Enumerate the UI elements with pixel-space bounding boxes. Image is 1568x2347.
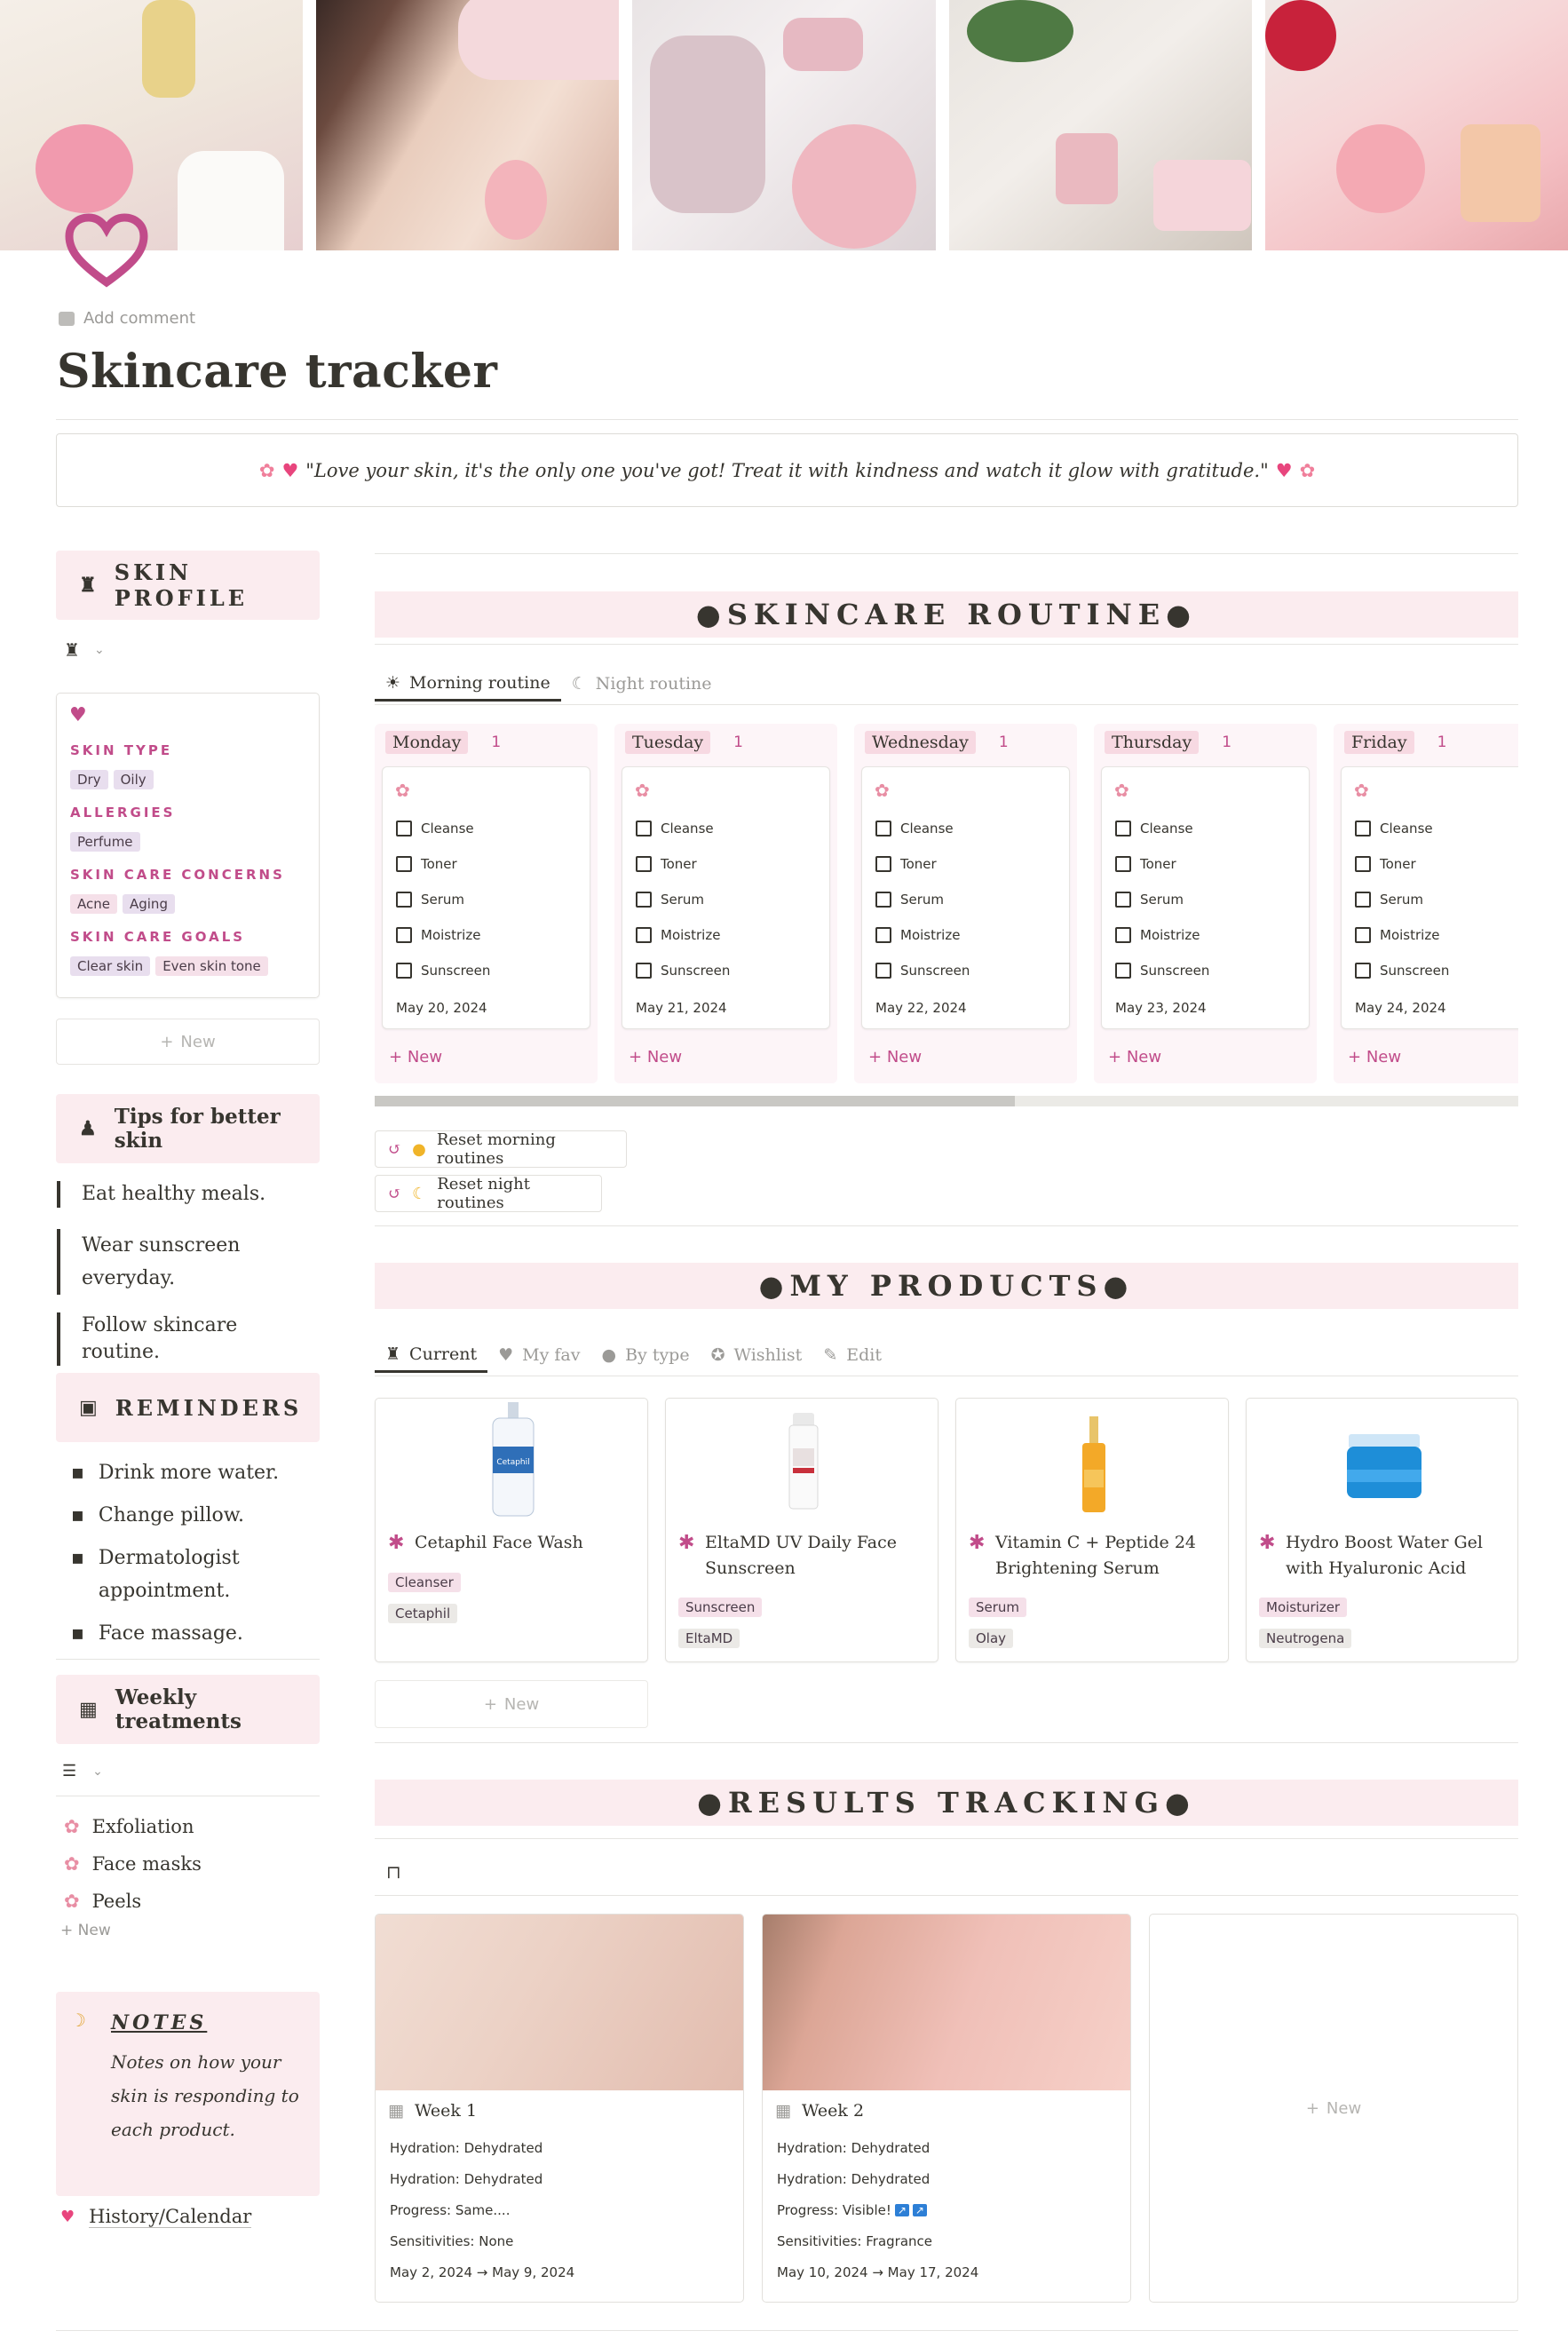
goals-label: SKIN CARE GOALS xyxy=(70,929,246,945)
arrow-up-icon: ↗ xyxy=(895,2204,909,2216)
tab-current[interactable]: ♜ Current xyxy=(375,1337,487,1373)
checkbox-moisturize[interactable]: Moistrize xyxy=(396,927,480,943)
sun-icon: ☀ xyxy=(385,672,401,693)
asterisk-icon: ✱ xyxy=(388,1532,405,1554)
checkbox-toner[interactable]: Toner xyxy=(1115,856,1176,872)
notes-callout xyxy=(56,1992,320,2196)
list-item[interactable]: ✿ Face masks xyxy=(64,1853,202,1875)
flower-icon: ✿ xyxy=(1114,780,1129,801)
divider xyxy=(56,1659,320,1660)
goals-tags xyxy=(70,956,273,976)
checkbox-moisturize[interactable]: Moistrize xyxy=(1355,927,1439,943)
checkbox-toner[interactable]: Toner xyxy=(396,856,457,872)
clipboard-icon: ▣ xyxy=(79,1396,98,1419)
product-brand-tag: Olay xyxy=(969,1629,1018,1648)
list-view-selector[interactable] xyxy=(62,1762,103,1780)
divider xyxy=(375,1225,1518,1226)
checkbox-serum[interactable]: Serum xyxy=(875,892,944,908)
reset-night-button[interactable]: ↺ ☾ Reset night routines xyxy=(375,1175,602,1212)
new-card-button[interactable]: + New xyxy=(868,1048,923,1066)
flower-icon: ✿ xyxy=(64,1853,80,1875)
list-item[interactable]: ✿ Peels xyxy=(64,1891,142,1912)
product-type-tag: Cleanser xyxy=(388,1573,466,1592)
result-title: ▦ Week 2 xyxy=(775,2101,865,2121)
checkbox-icon xyxy=(396,856,412,872)
notes-text: Notes on how your skin is responding to each product. xyxy=(111,2051,299,2140)
olay-serum-image xyxy=(1072,1416,1116,1514)
sensitivities-field: Sensitivities: Fragrance xyxy=(777,2233,933,2249)
checkbox-sunscreen[interactable]: Sunscreen xyxy=(636,963,730,979)
checkbox-toner[interactable]: Toner xyxy=(1355,856,1416,872)
allergies-label: ALLERGIES xyxy=(70,805,176,821)
board-column-wednesday xyxy=(854,724,1077,1083)
checkbox-icon xyxy=(1115,856,1131,872)
tip-item: Follow skincare routine. xyxy=(57,1312,314,1366)
plus-icon: + xyxy=(60,1922,74,1939)
page-title: Skincare tracker xyxy=(57,345,498,399)
reset-icon: ↺ xyxy=(388,1139,402,1159)
skin-profile-card[interactable] xyxy=(56,693,320,998)
checkbox-cleanse[interactable]: Cleanse xyxy=(1355,821,1433,837)
results-tracking-header: ●RESULTS TRACKING● xyxy=(375,1780,1518,1826)
tab-my-fav[interactable]: ♥ My fav xyxy=(498,1345,581,1365)
date-range: May 2, 2024 → May 9, 2024 xyxy=(390,2264,575,2280)
divider xyxy=(56,419,1518,420)
checkbox-serum[interactable]: Serum xyxy=(396,892,464,908)
checkbox-icon xyxy=(396,927,412,943)
checkbox-cleanse[interactable]: Cleanse xyxy=(875,821,954,837)
history-link[interactable]: ♥ History/Calendar xyxy=(60,2206,252,2227)
bottle-icon: ♜ xyxy=(64,639,80,661)
checkbox-icon xyxy=(1115,821,1131,837)
count: 1 xyxy=(1437,733,1447,751)
reminders-list xyxy=(71,1456,311,1650)
product-name: ✱ Hydro Boost Water Gel with Hyaluronic Acid xyxy=(1259,1532,1483,1578)
new-card-button[interactable]: + New xyxy=(629,1048,683,1066)
product-type-tag: Moisturizer xyxy=(1259,1598,1352,1617)
bottle-icon: ♜ xyxy=(79,574,97,597)
tab-night-routine[interactable]: ☾ Night routine xyxy=(571,674,712,694)
cover-photo-desk xyxy=(949,0,1252,250)
concerns-tags xyxy=(70,894,180,914)
card-date: May 24, 2024 xyxy=(1355,1000,1446,1016)
perfume-icon: ♟ xyxy=(79,1117,97,1140)
scrollbar-thumb[interactable] xyxy=(375,1096,1015,1106)
checkbox-icon xyxy=(636,821,652,837)
routine-card[interactable] xyxy=(382,766,590,1029)
heart-icon: ♥ xyxy=(69,704,87,726)
svg-text:Cetaphil: Cetaphil xyxy=(496,1458,530,1467)
asterisk-icon: ✱ xyxy=(678,1532,695,1554)
plus-icon: + xyxy=(160,1032,174,1051)
checkbox-icon xyxy=(1355,856,1371,872)
product-brand-tag: EltaMD xyxy=(678,1629,745,1648)
product-brand-tag: Cetaphil xyxy=(388,1604,463,1623)
routine-card[interactable] xyxy=(1341,766,1518,1029)
checkbox-icon xyxy=(875,927,891,943)
add-comment-button[interactable]: Add comment xyxy=(59,309,195,328)
checkbox-icon xyxy=(396,963,412,979)
list-item: ▪ Dermatologist appointment. xyxy=(71,1542,311,1607)
cover-photo-shelf xyxy=(1265,0,1568,250)
checkbox-icon xyxy=(875,821,891,837)
pink-heart-icon: ♥ xyxy=(1275,459,1293,481)
list-item: ▪ Face massage. xyxy=(71,1617,311,1650)
tag: Acne xyxy=(70,894,117,914)
cover-image xyxy=(0,0,1568,250)
routine-card[interactable] xyxy=(622,766,830,1029)
routine-card[interactable] xyxy=(861,766,1070,1029)
checkbox-cleanse[interactable]: Cleanse xyxy=(396,821,474,837)
flower-icon: ✿ xyxy=(875,780,890,801)
checkbox-moisturize[interactable]: Moistrize xyxy=(636,927,720,943)
checkbox-icon xyxy=(875,892,891,908)
product-brand-tag: Neutrogena xyxy=(1259,1629,1357,1648)
edit-icon: ✎ xyxy=(823,1345,838,1365)
divider xyxy=(56,2330,1518,2331)
skin-profile-header: ♜ SKIN PROFILE xyxy=(56,551,320,620)
weekly-treatments-header: ▦ Weekly treatments xyxy=(56,1675,320,1744)
new-profile-button[interactable]: + New xyxy=(56,1019,320,1065)
weekly-treatments-list xyxy=(64,1808,202,1920)
reset-morning-button[interactable]: ↺ ● Reset morning routines xyxy=(375,1130,627,1168)
new-card-button[interactable]: + New xyxy=(1348,1048,1402,1066)
sun-icon: ● xyxy=(412,1139,426,1159)
checkbox-sunscreen[interactable]: Sunscreen xyxy=(1115,963,1209,979)
hydration-field: Hydration: Dehydrated xyxy=(390,2140,543,2156)
tab-by-type[interactable]: ● By type xyxy=(601,1345,690,1365)
checkbox-serum[interactable]: Serum xyxy=(1355,892,1423,908)
tag: Dry xyxy=(70,770,108,789)
calendar-icon: ▦ xyxy=(79,1698,98,1721)
count: 1 xyxy=(998,733,1009,751)
checkbox-icon xyxy=(1355,892,1371,908)
skin-photo-week-2 xyxy=(763,1915,1130,2090)
bullet-icon: ▪ xyxy=(71,1547,84,1569)
allergies-tags xyxy=(70,832,146,852)
checkbox-sunscreen[interactable]: Sunscreen xyxy=(396,963,490,979)
new-treatment-button[interactable]: + New xyxy=(60,1922,111,1939)
checkbox-icon xyxy=(1115,963,1131,979)
day-tag: Friday xyxy=(1344,731,1414,754)
flower-icon: ✿ xyxy=(1354,780,1369,801)
list-item: ▪ Drink more water. xyxy=(71,1456,311,1489)
divider xyxy=(375,553,1518,554)
hydration-field: Hydration: Dehydrated xyxy=(390,2171,543,2187)
reset-icon: ↺ xyxy=(388,1184,402,1203)
board-column-monday xyxy=(375,724,598,1083)
chevron-down-icon: ⌄ xyxy=(92,1764,103,1779)
routine-tabs xyxy=(375,666,723,702)
asterisk-icon: ✱ xyxy=(1259,1532,1276,1554)
board-column-friday xyxy=(1334,724,1518,1083)
count: 1 xyxy=(491,733,502,751)
product-name: ✱ Vitamin C + Peptide 24 Brightening Serum xyxy=(969,1532,1197,1578)
calendar-icon: ▦ xyxy=(388,2101,404,2121)
reminders-header: ▣ REMINDERS xyxy=(56,1373,320,1442)
view-selector[interactable] xyxy=(64,639,105,661)
cover-photo-serum xyxy=(0,0,303,250)
divider xyxy=(375,1742,1518,1743)
calendar-icon: ▦ xyxy=(775,2101,791,2121)
checkbox-icon xyxy=(636,963,652,979)
hydration-field: Hydration: Dehydrated xyxy=(777,2171,931,2187)
result-card[interactable] xyxy=(762,1914,1131,2303)
checkbox-cleanse[interactable]: Cleanse xyxy=(636,821,714,837)
checkbox-icon xyxy=(875,963,891,979)
eltamd-bottle-image xyxy=(777,1413,830,1510)
card-date: May 20, 2024 xyxy=(396,1000,487,1016)
horizontal-scrollbar[interactable] xyxy=(375,1096,1518,1106)
new-card-button[interactable]: + New xyxy=(1108,1048,1162,1066)
product-card[interactable] xyxy=(665,1398,938,1662)
checkbox-icon xyxy=(1355,927,1371,943)
checkbox-icon xyxy=(1355,963,1371,979)
cover-photo-roller xyxy=(632,0,935,250)
product-type-tag: Serum xyxy=(969,1598,1032,1617)
concerns-label: SKIN CARE CONCERNS xyxy=(70,867,285,883)
bullet-icon: ▪ xyxy=(71,1504,84,1526)
footprints-icon: ✿ xyxy=(258,459,275,481)
divider xyxy=(375,644,1518,645)
product-card[interactable] xyxy=(955,1398,1229,1662)
skin-photo-week-1 xyxy=(376,1915,743,2090)
checkbox-serum[interactable]: Serum xyxy=(1115,892,1184,908)
count: 1 xyxy=(733,733,743,751)
checkbox-icon xyxy=(1355,821,1371,837)
board-column-thursday xyxy=(1094,724,1317,1083)
moon-icon: ☾ xyxy=(412,1184,427,1203)
tab-edit[interactable]: ✎ Edit xyxy=(823,1345,882,1365)
quote-callout xyxy=(56,433,1518,507)
my-products-header: ●MY PRODUCTS● xyxy=(375,1263,1518,1309)
new-product-button[interactable]: + New xyxy=(375,1680,648,1728)
tag: Even skin tone xyxy=(155,956,268,976)
cetaphil-bottle-image xyxy=(482,1402,544,1518)
list-item[interactable]: ✿ Exfoliation xyxy=(64,1816,194,1837)
skin-type-tags xyxy=(70,770,159,789)
heart-icon: ♥ xyxy=(498,1345,514,1365)
checkbox-serum[interactable]: Serum xyxy=(636,892,704,908)
new-result-button[interactable]: + New xyxy=(1149,1914,1518,2303)
star-icon: ✪ xyxy=(710,1345,725,1365)
checkbox-icon xyxy=(636,856,652,872)
tag: Perfume xyxy=(70,832,140,852)
tip-item: Eat healthy meals. xyxy=(57,1181,314,1208)
checkbox-icon xyxy=(636,892,652,908)
bullet-icon: ▪ xyxy=(71,1462,84,1484)
product-name: ✱ Cetaphil Face Wash xyxy=(388,1532,583,1554)
skincare-routine-header: ●SKINCARE ROUTINE● xyxy=(375,591,1518,638)
skin-type-label: SKIN TYPE xyxy=(70,742,173,758)
quote-text: "Love your skin, it's the only one you've got! Treat it with kindness and watch it glow with gratitude." xyxy=(305,459,1269,481)
tips-header: ♟ Tips for better skin xyxy=(56,1094,320,1163)
moon-icon: ☽ xyxy=(70,2010,86,2031)
plus-icon: + xyxy=(483,1694,497,1714)
divider xyxy=(375,704,1518,705)
checkbox-icon xyxy=(1115,927,1131,943)
tag: Aging xyxy=(123,894,175,914)
checkbox-toner[interactable]: Toner xyxy=(875,856,937,872)
list-item: ▪ Change pillow. xyxy=(71,1499,311,1532)
checkbox-sunscreen[interactable]: Sunscreen xyxy=(1355,963,1449,979)
cover-photo-face xyxy=(316,0,619,250)
result-title: ▦ Week 1 xyxy=(388,2101,478,2121)
bottle-icon: ♜ xyxy=(385,1344,401,1364)
product-name: ✱ EltaMD UV Daily Face Sunscreen xyxy=(678,1532,898,1578)
asterisk-icon: ✱ xyxy=(969,1532,986,1554)
flower-icon: ✿ xyxy=(64,1891,80,1912)
result-card[interactable] xyxy=(375,1914,744,2303)
checkbox-cleanse[interactable]: Cleanse xyxy=(1115,821,1193,837)
checkbox-icon xyxy=(636,927,652,943)
chevron-down-icon: ⌄ xyxy=(93,643,105,657)
progress-field: Progress: Visible! ↗ ↗ xyxy=(777,2202,927,2218)
tab-morning-routine[interactable]: ☀ Morning routine xyxy=(375,666,561,702)
checkbox-icon xyxy=(396,892,412,908)
tab-wishlist[interactable]: ✪ Wishlist xyxy=(710,1345,803,1365)
product-type-tag: Sunscreen xyxy=(678,1598,767,1617)
new-card-button[interactable]: + New xyxy=(389,1048,443,1066)
heart-icon: ♥ xyxy=(60,2208,75,2226)
board-column-tuesday xyxy=(614,724,837,1083)
bullet-icon: ▪ xyxy=(71,1622,84,1645)
card-date: May 23, 2024 xyxy=(1115,1000,1207,1016)
circle-icon: ● xyxy=(601,1345,617,1365)
notes-title: NOTES xyxy=(111,2011,208,2034)
comment-icon xyxy=(59,312,75,326)
progress-field: Progress: Same.... xyxy=(390,2202,511,2218)
pink-heart-icon: ♥ xyxy=(281,459,299,481)
checkbox-icon xyxy=(1115,892,1131,908)
card-date: May 22, 2024 xyxy=(875,1000,967,1016)
checkbox-moisturize[interactable]: Moistrize xyxy=(1115,927,1200,943)
list-icon: ☰ xyxy=(62,1762,77,1780)
checkbox-moisturize[interactable]: Moistrize xyxy=(875,927,960,943)
heart-icon[interactable] xyxy=(64,213,149,288)
bookmark-icon[interactable]: ⊓ xyxy=(386,1861,401,1883)
tip-item: Wear sunscreen everyday. xyxy=(57,1229,270,1295)
count: 1 xyxy=(1222,733,1232,751)
footprints-icon: ✿ xyxy=(1299,459,1316,481)
product-tabs xyxy=(375,1337,892,1373)
checkbox-icon xyxy=(875,856,891,872)
date-range: May 10, 2024 → May 17, 2024 xyxy=(777,2264,979,2280)
hydration-field: Hydration: Dehydrated xyxy=(777,2140,931,2156)
product-card[interactable] xyxy=(1246,1398,1518,1662)
flower-icon: ✿ xyxy=(395,780,410,801)
product-card[interactable] xyxy=(375,1398,648,1662)
day-tag: Wednesday xyxy=(865,731,976,754)
flower-icon: ✿ xyxy=(635,780,650,801)
tag: Clear skin xyxy=(70,956,150,976)
card-date: May 21, 2024 xyxy=(636,1000,727,1016)
plus-icon: + xyxy=(1305,2098,1319,2118)
arrow-up-icon: ↗ xyxy=(913,2204,927,2216)
divider xyxy=(375,1895,1518,1896)
hydro-boost-jar-image xyxy=(1340,1434,1429,1505)
sensitivities-field: Sensitivities: None xyxy=(390,2233,514,2249)
checkbox-icon xyxy=(396,821,412,837)
tag: Oily xyxy=(114,770,154,789)
flower-icon: ✿ xyxy=(64,1816,80,1837)
divider xyxy=(375,1838,1518,1839)
checkbox-toner[interactable]: Toner xyxy=(636,856,697,872)
day-tag: Monday xyxy=(385,731,468,754)
moon-icon: ☾ xyxy=(571,674,587,694)
day-tag: Thursday xyxy=(1105,731,1199,754)
day-tag: Tuesday xyxy=(625,731,710,754)
routine-card[interactable] xyxy=(1101,766,1310,1029)
checkbox-sunscreen[interactable]: Sunscreen xyxy=(875,963,970,979)
